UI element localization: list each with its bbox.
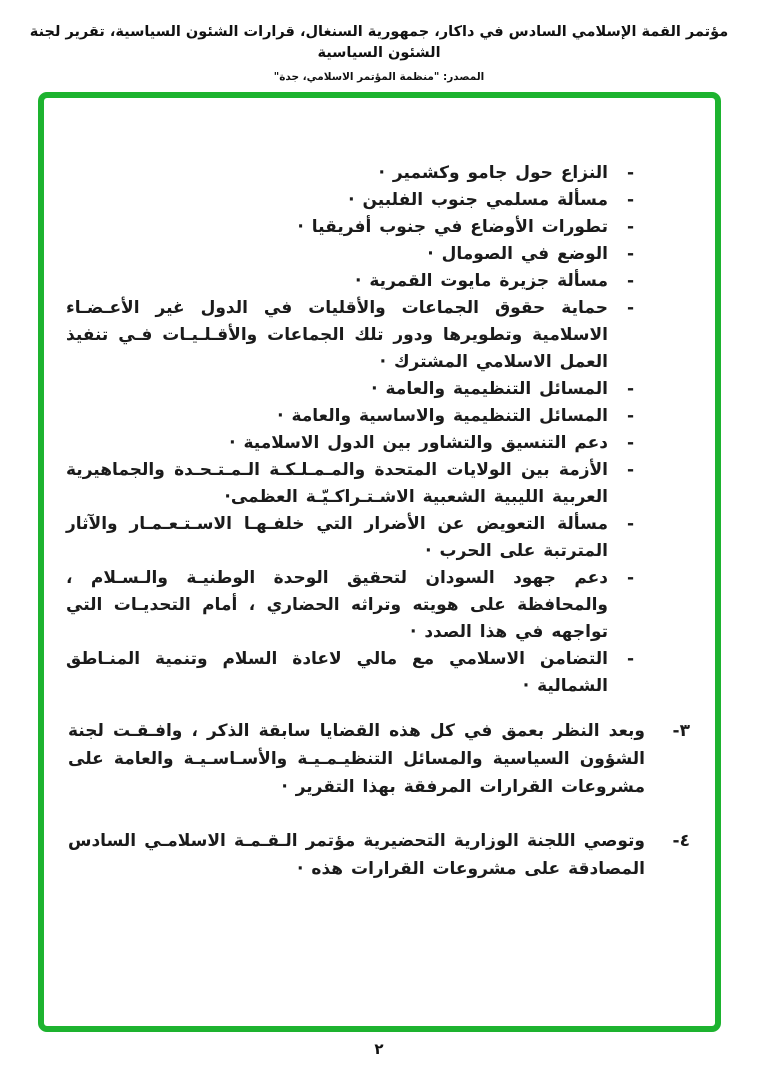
- list-item: [66, 565, 634, 646]
- paragraph-number: ٤-: [672, 831, 690, 851]
- list-item-text: الأزمة بين الولايات المتحدة والمـمـلـكـة الـمـتـحـدة والجماهيرية العربية الليبية الشعبية الاشـتـراكـيّـة العظمى·: [66, 460, 608, 507]
- list-item-text: حماية حقوق الجماعات والأقليات في الدول غير الأعـضـاء الاسلامية وتطويرها ودور تلك الجماعات والأقـلـيـات فـي تنفيذ العمل الاسلامي المشترك ·: [66, 298, 608, 372]
- document-title: مؤتمر القمة الإسلامي السادس في داكار، جمهورية السنغال، قرارات الشئون السياسية، تقرير لجنة الشئون السياسية: [29, 24, 729, 61]
- list-item-text: دعم التنسيق والتشاور بين الدول الاسلامية ·: [229, 433, 608, 453]
- numbered-paragraph: [68, 717, 690, 801]
- page-number: ٢: [374, 1040, 384, 1058]
- list-item-text: النزاع حول جامو وكشمير ·: [378, 163, 608, 183]
- paragraph-text: وتوصي اللجنة الوزارية التحضيرية مؤتمر الـقـمـة الاسلامـي السادس المصادقة على مشروعات القرارات هذه ·: [68, 831, 645, 879]
- dash-bullet: -: [626, 433, 634, 453]
- dash-bullet: -: [626, 460, 634, 480]
- dash-bullet: -: [626, 298, 634, 318]
- list-item: [66, 241, 634, 268]
- list-item-text: المسائل التنظيمية والاساسية والعامة ·: [277, 406, 608, 426]
- list-item-text: تطورات الأوضاع في جنوب أفريقيا ·: [297, 217, 608, 237]
- numbered-paragraphs: [68, 717, 690, 883]
- dash-bullet: -: [626, 649, 634, 669]
- document-source: المصدر: "منظمة المؤتمر الاسلامي، جدة": [273, 71, 485, 83]
- list-item: [66, 511, 634, 565]
- list-item: [66, 403, 634, 430]
- paragraph-text: وبعد النظر بعمق في كل هذه القضايا سابقة الذكر ، وافـقـت لجنة الشؤون السياسية والمسائل التنظيـمـيـة والأسـاسـيـة والعامة على مشروعات القرارات المرفقة بهذا التقرير ·: [68, 721, 645, 797]
- list-item-text: مسألة مسلمي جنوب الفلبين ·: [348, 190, 608, 210]
- dash-bullet: -: [626, 514, 634, 534]
- list-item: [66, 187, 634, 214]
- topics-list: [66, 160, 634, 700]
- list-item-text: مسألة جزيرة مايوت القمرية ·: [355, 271, 608, 291]
- dash-bullet: -: [626, 379, 634, 399]
- list-item: [66, 430, 634, 457]
- dash-bullet: -: [626, 190, 634, 210]
- page-header: [0, 22, 758, 83]
- list-item: [66, 268, 634, 295]
- list-item: [66, 214, 634, 241]
- list-item-text: التضامن الاسلامي مع مالي لاعادة السلام وتنمية المنـاطق الشمالية ·: [66, 649, 608, 696]
- list-item-text: المسائل التنظيمية والعامة ·: [371, 379, 608, 399]
- dash-bullet: -: [626, 568, 634, 588]
- list-item: [66, 160, 634, 187]
- page-footer: [0, 1039, 758, 1058]
- paragraph-number: ٣-: [672, 721, 690, 741]
- dash-bullet: -: [626, 244, 634, 264]
- dash-bullet: -: [626, 271, 634, 291]
- numbered-paragraph: [68, 827, 690, 883]
- dash-bullet: -: [626, 217, 634, 237]
- dash-bullet: -: [626, 406, 634, 426]
- list-item: [66, 646, 634, 700]
- dash-bullet: -: [626, 163, 634, 183]
- list-item-text: الوضع في الصومال ·: [427, 244, 608, 264]
- list-item: [66, 457, 634, 511]
- document-body: [0, 160, 758, 909]
- list-item-text: دعم جهود السودان لتحقيق الوحدة الوطنيـة والـسـلام ، والمحافظة على هويته وتراثه الحضاري ، أمام التحديـات التي تواجهه في هذا الصدد ·: [66, 568, 608, 642]
- list-item: [66, 376, 634, 403]
- list-item: [66, 295, 634, 376]
- list-item-text: مسألة التعويض عن الأضرار التي خلفـهـا الاسـتـعـمـار والآثار المترتبة على الحرب ·: [66, 514, 608, 561]
